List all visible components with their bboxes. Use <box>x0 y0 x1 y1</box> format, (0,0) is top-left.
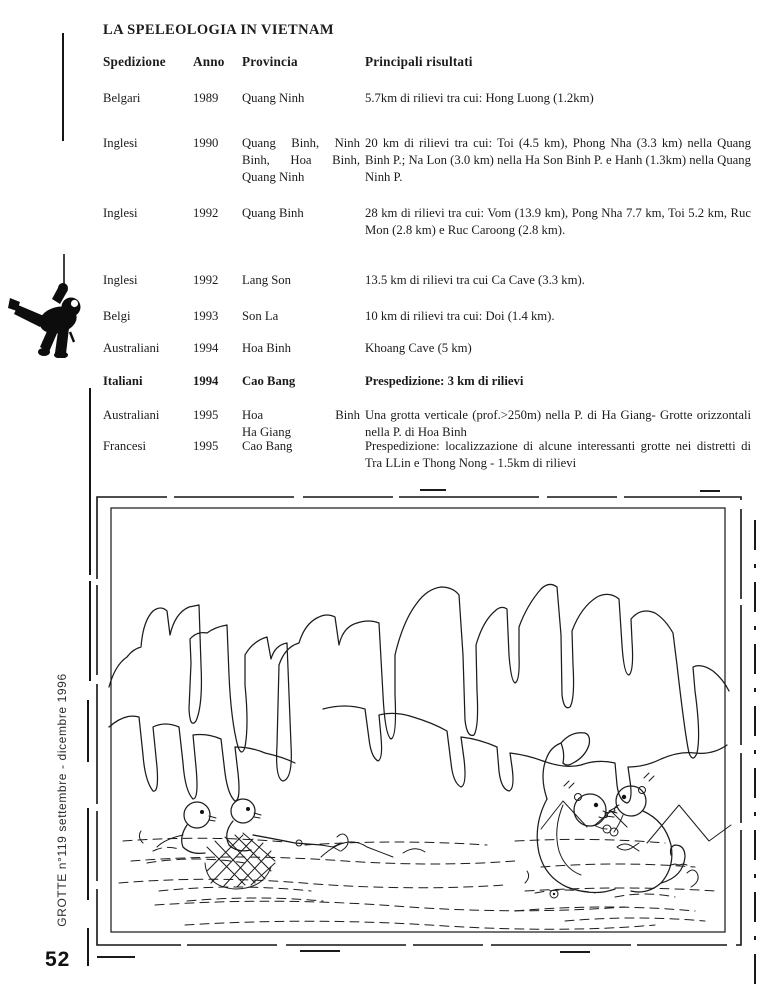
header-results: Principali risultati <box>365 54 473 69</box>
cell-province: Cao Bang <box>242 439 293 453</box>
cell-year: 1994 <box>193 341 219 355</box>
scan-artifact-dash <box>420 489 446 491</box>
cell-expedition: Italiani <box>103 374 143 388</box>
margin-line <box>89 388 91 575</box>
cell-expedition: Inglesi <box>103 136 138 150</box>
header-expedition: Spedizione <box>103 54 166 69</box>
header-year: Anno <box>193 54 225 69</box>
background-hills <box>321 801 731 857</box>
cell-expedition: Belgari <box>103 91 141 105</box>
cell-expedition: Inglesi <box>103 206 138 220</box>
scan-artifact-dash <box>560 951 590 953</box>
scan-artifact-dash <box>97 956 135 958</box>
magazine-issue-sidebar-text: GROTTE n°119 settembre - dicembre 1996 <box>55 673 69 927</box>
turtles-group <box>139 799 348 901</box>
cell-expedition: Australiani <box>103 341 160 355</box>
karst-skyline <box>109 584 729 803</box>
cell-year: 1995 <box>193 408 219 422</box>
cell-results: Una grotta verticale (prof.>250m) nella P. di Ha Giang- Grotte orizzontali nella P. di Hoa Binh <box>365 408 751 439</box>
cave-cartoon-illustration <box>95 495 747 950</box>
caver-body <box>8 283 81 358</box>
scan-artifact-dash <box>700 490 720 492</box>
cell-expedition: Australiani <box>103 408 160 422</box>
cell-results: 13.5 km di rilievi tra cui Ca Cave (3.3 km). <box>365 273 585 287</box>
margin-line <box>87 808 89 900</box>
cell-results: 5.7km di rilievi tra cui: Hong Luong (1.2km) <box>365 91 594 105</box>
page-title: LA SPELEOLOGIA IN VIETNAM <box>103 22 334 38</box>
margin-line <box>87 700 89 762</box>
header-province: Provincia <box>242 54 298 69</box>
cell-expedition: Inglesi <box>103 273 138 287</box>
cell-province: Lang Son <box>242 273 291 287</box>
cell-results: 28 km di rilievi tra cui: Vom (13.9 km), Pong Nha 7.7 km, Toi 5.2 km, Ruc Mon (2.8 km) e Ruc Caroong (2.8 km). <box>365 206 751 237</box>
province-line: Hoa Binh <box>242 408 360 422</box>
cell-year: 1989 <box>193 91 219 105</box>
water-ripples <box>119 838 715 929</box>
cell-province: Hoa Binh <box>242 341 291 355</box>
cell-province: Quang Binh, Ninh Binh, Hoa Binh, Quang Ninh <box>242 136 360 184</box>
cell-results: Prespedizione: localizzazione di alcune interessanti grotte nei distretti di Tra LLin e Thong Nong - 1.5km di rilievi <box>365 439 751 470</box>
cell-year: 1994 <box>193 374 219 388</box>
cell-year: 1992 <box>193 206 219 220</box>
otters-group <box>525 733 698 898</box>
net-crosshatch <box>205 833 275 889</box>
cell-results: 20 km di rilievi tra cui: Toi (4.5 km), Phong Nha (3.3 km) nella Quang Binh P.; Na Lon (3.0 km) nella Ha Son Binh P. e Hanh (1.3km) nella Quang Ninh P. <box>365 136 751 184</box>
margin-line <box>87 928 89 966</box>
page-number: 52 <box>45 948 71 971</box>
cell-year: 1995 <box>193 439 219 453</box>
cell-year: 1990 <box>193 136 219 150</box>
scan-artifact-dash-line <box>754 520 756 985</box>
cell-year: 1992 <box>193 273 219 287</box>
cell-expedition: Belgi <box>103 309 131 323</box>
cell-province: Son La <box>242 309 279 323</box>
cell-province: Quang Binh <box>242 206 304 220</box>
illustration-frame <box>97 497 741 945</box>
margin-line <box>89 581 91 681</box>
scan-artifact-dash <box>300 950 340 952</box>
cell-year: 1993 <box>193 309 219 323</box>
cell-expedition: Francesi <box>103 439 146 453</box>
cell-province: Cao Bang <box>242 374 296 388</box>
cell-results: Khoang Cave (5 km) <box>365 341 472 355</box>
caver-abseiling-icon <box>8 228 104 358</box>
cell-province: Quang Ninh <box>242 91 305 105</box>
cell-province <box>242 407 360 441</box>
province-line: Ha Giang <box>242 425 291 439</box>
cell-results: 10 km di rilievi tra cui: Doi (1.4 km). <box>365 309 555 323</box>
cell-results: Prespedizione: 3 km di rilievi <box>365 374 524 388</box>
margin-line <box>62 33 64 141</box>
